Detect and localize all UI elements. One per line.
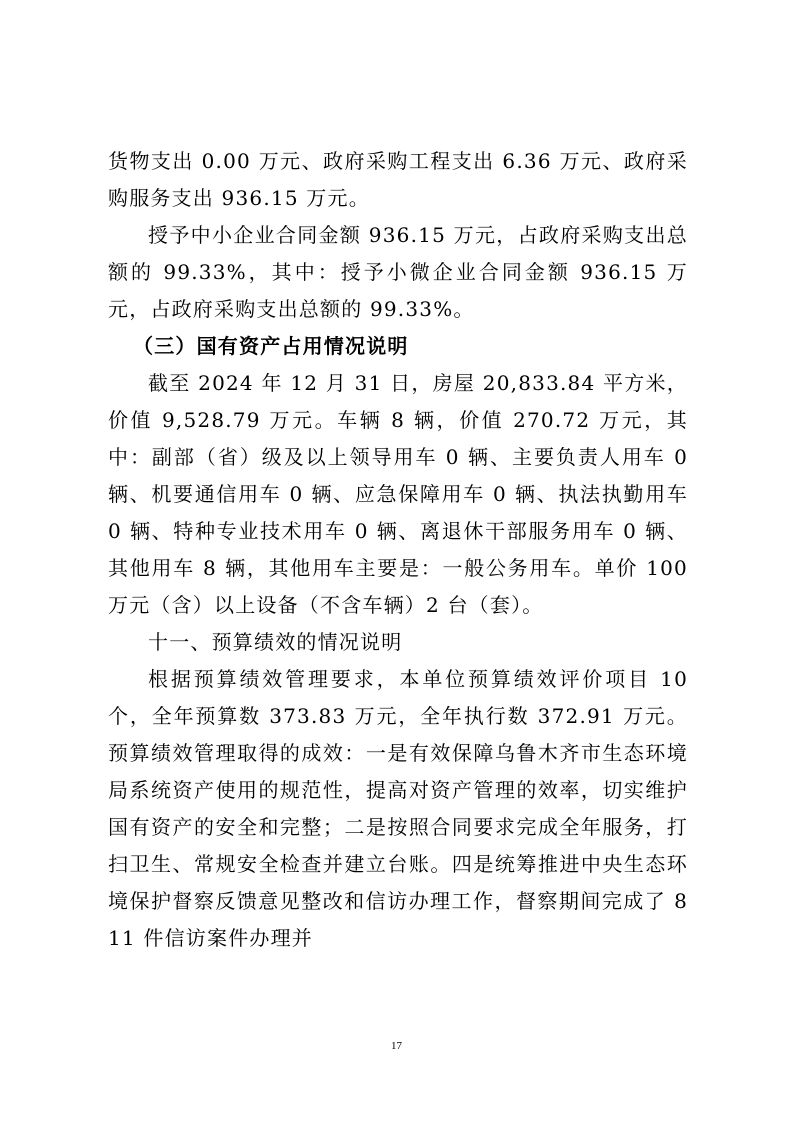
paragraph-sme-contracts: 授予中小企业合同金额 936.15 万元，占政府采购支出总额的 99.33%，其中：授予小微企业合同金额 936.15 万元，占政府采购支出总额的 99.33%。 bbox=[108, 223, 688, 321]
page-number: 17 bbox=[391, 1040, 402, 1052]
document-body bbox=[108, 143, 688, 957]
section-heading-state-assets: （三）国有资产占用情况说明 bbox=[133, 334, 409, 358]
paragraph-state-assets: 截至 2024 年 12 月 31 日，房屋 20,833.84 平方米，价值 9,528.79 万元。车辆 8 辆，价值 270.72 万元，其中：副部（省）级及以上领导用车 0 辆、主要负责人用车 0 辆、机要通信用车 0 辆、应急保障用车 0 辆、执法执勤用车 0 辆、特种专业技术用车 0 辆、离退休干部服务用车 0 辆、其他用车 8 辆，其他用车主要是：一般公务用车。单价 100 万元（含）以上设备（不含车辆）2 台（套）。 bbox=[108, 371, 688, 617]
paragraph-procurement-continued: 货物支出 0.00 万元、政府采购工程支出 6.36 万元、政府采购服务支出 936.15 万元。 bbox=[108, 149, 688, 210]
section-heading-budget-performance: 十一、预算绩效的情况说明 bbox=[148, 630, 403, 654]
paragraph-budget-performance: 根据预算绩效管理要求，本单位预算绩效评价项目 10 个，全年预算数 373.83 万元，全年执行数 372.91 万元。预算绩效管理取得的成效：一是有效保障乌鲁木齐市生态环境局系统资产使用的规范性，提高对资产管理的效率，切实维护国有资产的安全和完整；二是按照合同要求完成全年服务，打扫卫生、常规安全检查并建立台账。四是统筹推进中央生态环境保护督察反馈意见整改和信访办理工作，督察期间完成了 811 件信访案件办理并 bbox=[108, 667, 688, 950]
